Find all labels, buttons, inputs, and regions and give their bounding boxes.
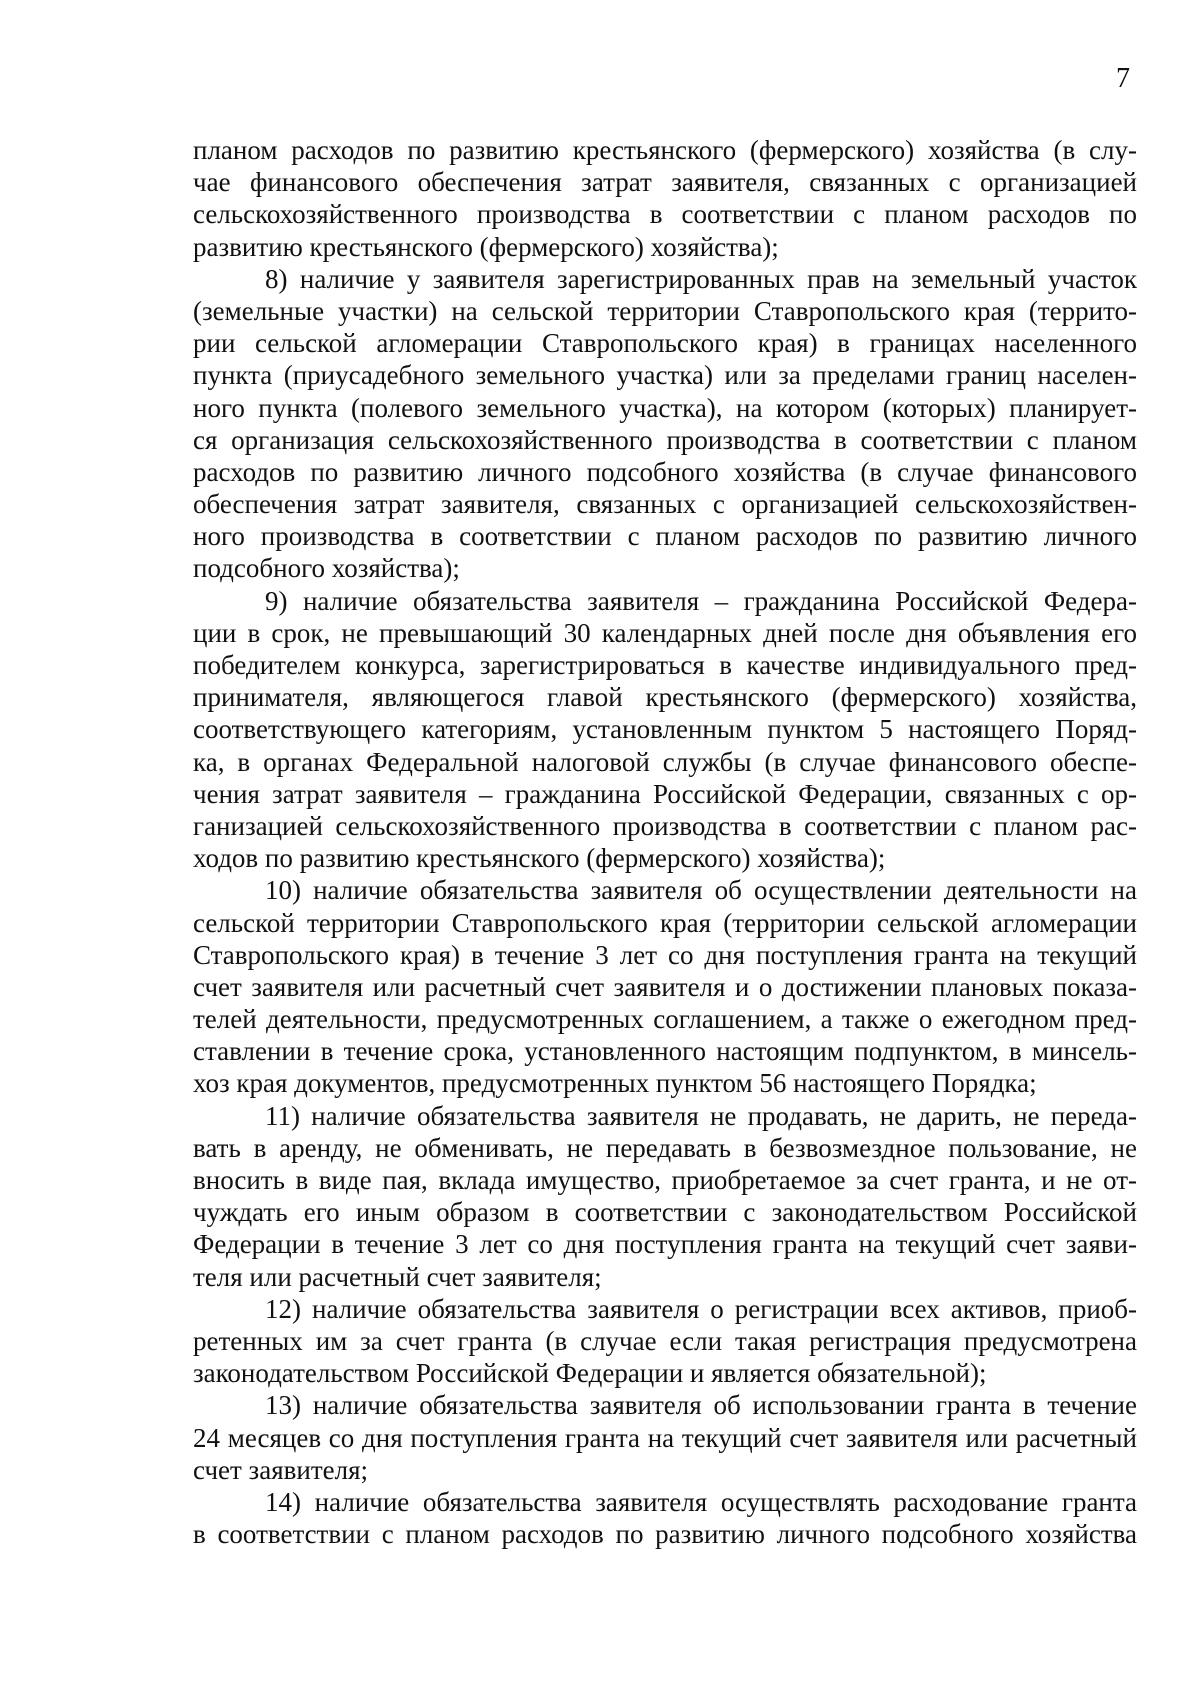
text-line: ся организация сельскохозяйственного производства в соответствии с планом [193, 424, 1137, 455]
text-line: ка, в органах Федеральной налоговой службы (в случае финансового обеспе- [193, 746, 1137, 777]
text-line: хоз края документов, предусмотренных пунктом 56 настоящего Порядка; [193, 1068, 1037, 1099]
text-line: (земельные участки) на сельской территории Ставропольского края (террито- [193, 295, 1137, 326]
text-line: сельскохозяйственного производства в соответствии с планом расходов по [193, 199, 1137, 230]
text-line: ного пункта (полевого земельного участка), на котором (которых) планирует- [193, 392, 1137, 423]
text-line: законодательством Российской Федерации и является обязательной); [193, 1358, 987, 1389]
text-line: вать в аренду, не обменивать, не передавать в безвозмездное пользование, не [193, 1132, 1137, 1163]
document-body [193, 134, 1137, 1550]
text-line: вносить в виде пая, вклада имущество, приобретаемое за счет гранта, и не от- [193, 1165, 1137, 1195]
text-line: ного производства в соответствии с планом расходов по развитию личного [193, 521, 1137, 552]
text-line: ставлении в течение срока, установленного настоящим подпунктом, в минсель- [193, 1036, 1137, 1067]
paragraph-first-line: 9) наличие обязательства заявителя – гражданина Российской Федера- [265, 585, 1137, 616]
text-line: чуждать его иным образом в соответствии с законодательством Российской [193, 1197, 1137, 1228]
text-line: соответствующего категориям, установленным пунктом 5 настоящего Поряд- [193, 714, 1137, 745]
text-line: развитию крестьянского (фермерского) хозяйства); [193, 231, 779, 262]
text-line: пункта (приусадебного земельного участка) или за пределами границ населен- [193, 360, 1137, 391]
text-line: счет заявителя; [193, 1454, 368, 1485]
text-line: ции в срок, не превышающий 30 календарных дней после дня объявления его [193, 617, 1137, 648]
text-line: счет заявителя или расчетный счет заявителя и о достижении плановых показа- [193, 971, 1137, 1002]
text-line: обеспечения затрат заявителя, связанных с организацией сельскохозяйствен- [193, 489, 1137, 520]
page-number: 7 [1116, 63, 1130, 94]
paragraph-first-line: 11) наличие обязательства заявителя не продавать, не дарить, не переда- [265, 1100, 1137, 1131]
text-line: принимателя, являющегося главой крестьянского (фермерского) хозяйства, [193, 682, 1137, 713]
text-line: 24 месяцев со дня поступления гранта на текущий счет заявителя или расчетный [193, 1422, 1137, 1453]
text-line: чае финансового обеспечения затрат заявителя, связанных с организацией [193, 167, 1137, 198]
text-line: рии сельской агломерации Ставропольского края) в границах населенного [193, 328, 1137, 359]
paragraph-first-line: 10) наличие обязательства заявителя об осуществлении деятельности на [265, 875, 1137, 906]
paragraph-first-line: 12) наличие обязательства заявителя о регистрации всех активов, приоб- [265, 1293, 1137, 1324]
text-line: теля или расчетный счет заявителя; [193, 1261, 602, 1292]
text-line: ходов по развитию крестьянского (фермерского) хозяйства); [193, 843, 886, 874]
text-line: планом расходов по развитию крестьянского (фермерского) хозяйства (в слу- [193, 135, 1137, 165]
paragraph-first-line: 13) наличие обязательства заявителя об использовании гранта в течение [265, 1390, 1137, 1421]
text-line: ганизацией сельскохозяйственного производства в соответствии с планом рас- [193, 810, 1137, 841]
text-line: Федерации в течение 3 лет со дня поступления гранта на текущий счет заяви- [193, 1229, 1137, 1260]
text-line: в соответствии с планом расходов по развитию личного подсобного хозяйства [193, 1519, 1137, 1550]
text-line: сельской территории Ставропольского края (территории сельской агломерации [193, 907, 1137, 938]
text-line: ретенных им за счет гранта (в случае если такая регистрация предусмотрена [193, 1325, 1137, 1356]
paragraph-first-line: 14) наличие обязательства заявителя осуществлять расходование гранта [265, 1486, 1137, 1517]
text-line: расходов по развитию личного подсобного хозяйства (в случае финансового [193, 456, 1137, 487]
text-line: Ставропольского края) в течение 3 лет со дня поступления гранта на текущий [193, 939, 1137, 970]
text-line: победителем конкурса, зарегистрироваться в качестве индивидуального пред- [193, 650, 1137, 680]
text-line: телей деятельности, предусмотренных соглашением, а также о ежегодном пред- [193, 1004, 1137, 1035]
paragraph-first-line: 8) наличие у заявителя зарегистрированных прав на земельный участок [265, 263, 1137, 294]
text-line: чения затрат заявителя – гражданина Российской Федерации, связанных с ор- [193, 778, 1137, 809]
text-line: подсобного хозяйства); [193, 553, 460, 584]
